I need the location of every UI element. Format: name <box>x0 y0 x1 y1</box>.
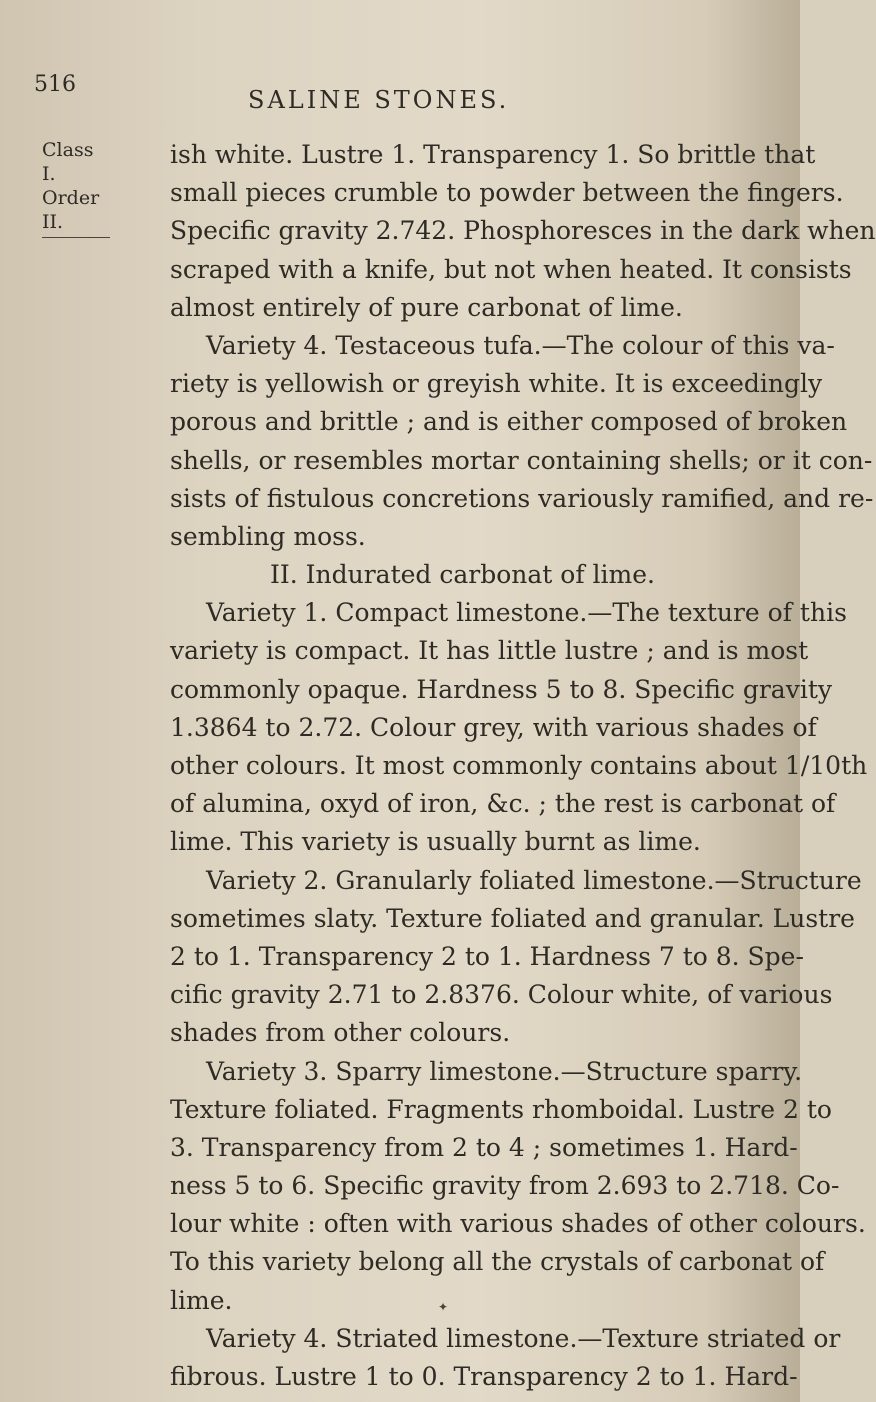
text-line: shades from other colours. <box>170 1018 511 1048</box>
text-line: Variety 2. Granularly foliated limestone.—Structure <box>206 865 862 895</box>
text-line: Texture foliated. Fragments rhomboidal. Lustre 2 to <box>170 1094 832 1124</box>
text-line: fibrous. Lustre 1 to 0. Transparency 2 to 1. Hard- <box>170 1362 798 1391</box>
section-heading: II. Indurated carbonat of lime. <box>270 560 655 590</box>
page-number: 516 <box>34 72 76 97</box>
text-line: lime. This variety is usually burnt as lime. <box>170 827 701 857</box>
running-head: SALINE STONES. <box>248 86 510 114</box>
text-line: 1.3864 to 2.72. Colour grey, with various shades of <box>170 712 817 742</box>
margin-note-class: Class I. <box>42 139 94 185</box>
body-text <box>170 136 876 1396</box>
text-line: lime. <box>170 1285 233 1315</box>
margin-note <box>42 138 110 238</box>
ink-speck-mark: ✦ <box>438 1300 449 1314</box>
text-line: commonly opaque. Hardness 5 to 8. Specific gravity <box>170 674 832 704</box>
text-line: Variety 3. Sparry limestone.—Structure sparry. <box>206 1056 803 1086</box>
text-line: Variety 4. Striated limestone.—Texture striated or <box>206 1323 841 1353</box>
text-line: lour white : often with various shades of other colours. <box>170 1209 866 1239</box>
text-line: other colours. It most commonly contains about 1/10th <box>170 751 868 780</box>
text-line: small pieces crumble to powder between the fingers. <box>170 178 844 208</box>
margin-note-order: Order II. <box>42 187 100 233</box>
text-line: ish white. Lustre 1. Transparency 1. So brittle that <box>170 140 816 169</box>
text-line: of alumina, oxyd of iron, &c. ; the rest is carbonat of <box>170 789 836 819</box>
text-line: cific gravity 2.71 to 2.8376. Colour white, of various <box>170 980 833 1010</box>
text-line: 2 to 1. Transparency 2 to 1. Hardness 7 to 8. Spe- <box>170 941 804 971</box>
text-line: variety is compact. It has little lustre ; and is most <box>170 636 809 666</box>
text-line: sembling moss. <box>170 521 366 551</box>
text-line: To this variety belong all the crystals of carbonat of <box>170 1247 825 1277</box>
text-line: ness 5 to 6. Specific gravity from 2.693 to 2.718. Co- <box>170 1171 840 1201</box>
text-line: riety is yellowish or greyish white. It is exceedingly <box>170 369 823 399</box>
text-line: porous and brittle ; and is either composed of broken <box>170 407 848 437</box>
text-line: sists of fistulous concretions variously ramified, and re- <box>170 483 874 513</box>
text-line: sometimes slaty. Texture foliated and granular. Lustre <box>170 903 855 933</box>
text-line: almost entirely of pure carbonat of lime. <box>170 292 683 322</box>
text-line: Specific gravity 2.742. Phosphoresces in the dark when <box>170 216 876 246</box>
text-line: 3. Transparency from 2 to 4 ; sometimes 1. Hard- <box>170 1132 798 1162</box>
text-line: Variety 4. Testaceous tufa.—The colour of this va- <box>206 330 835 360</box>
text-line: shells, or resembles mortar containing shells; or it con- <box>170 445 873 475</box>
text-line: scraped with a knife, but not when heated. It consists <box>170 254 852 284</box>
text-line: Variety 1. Compact limestone.—The texture of this <box>206 598 847 628</box>
